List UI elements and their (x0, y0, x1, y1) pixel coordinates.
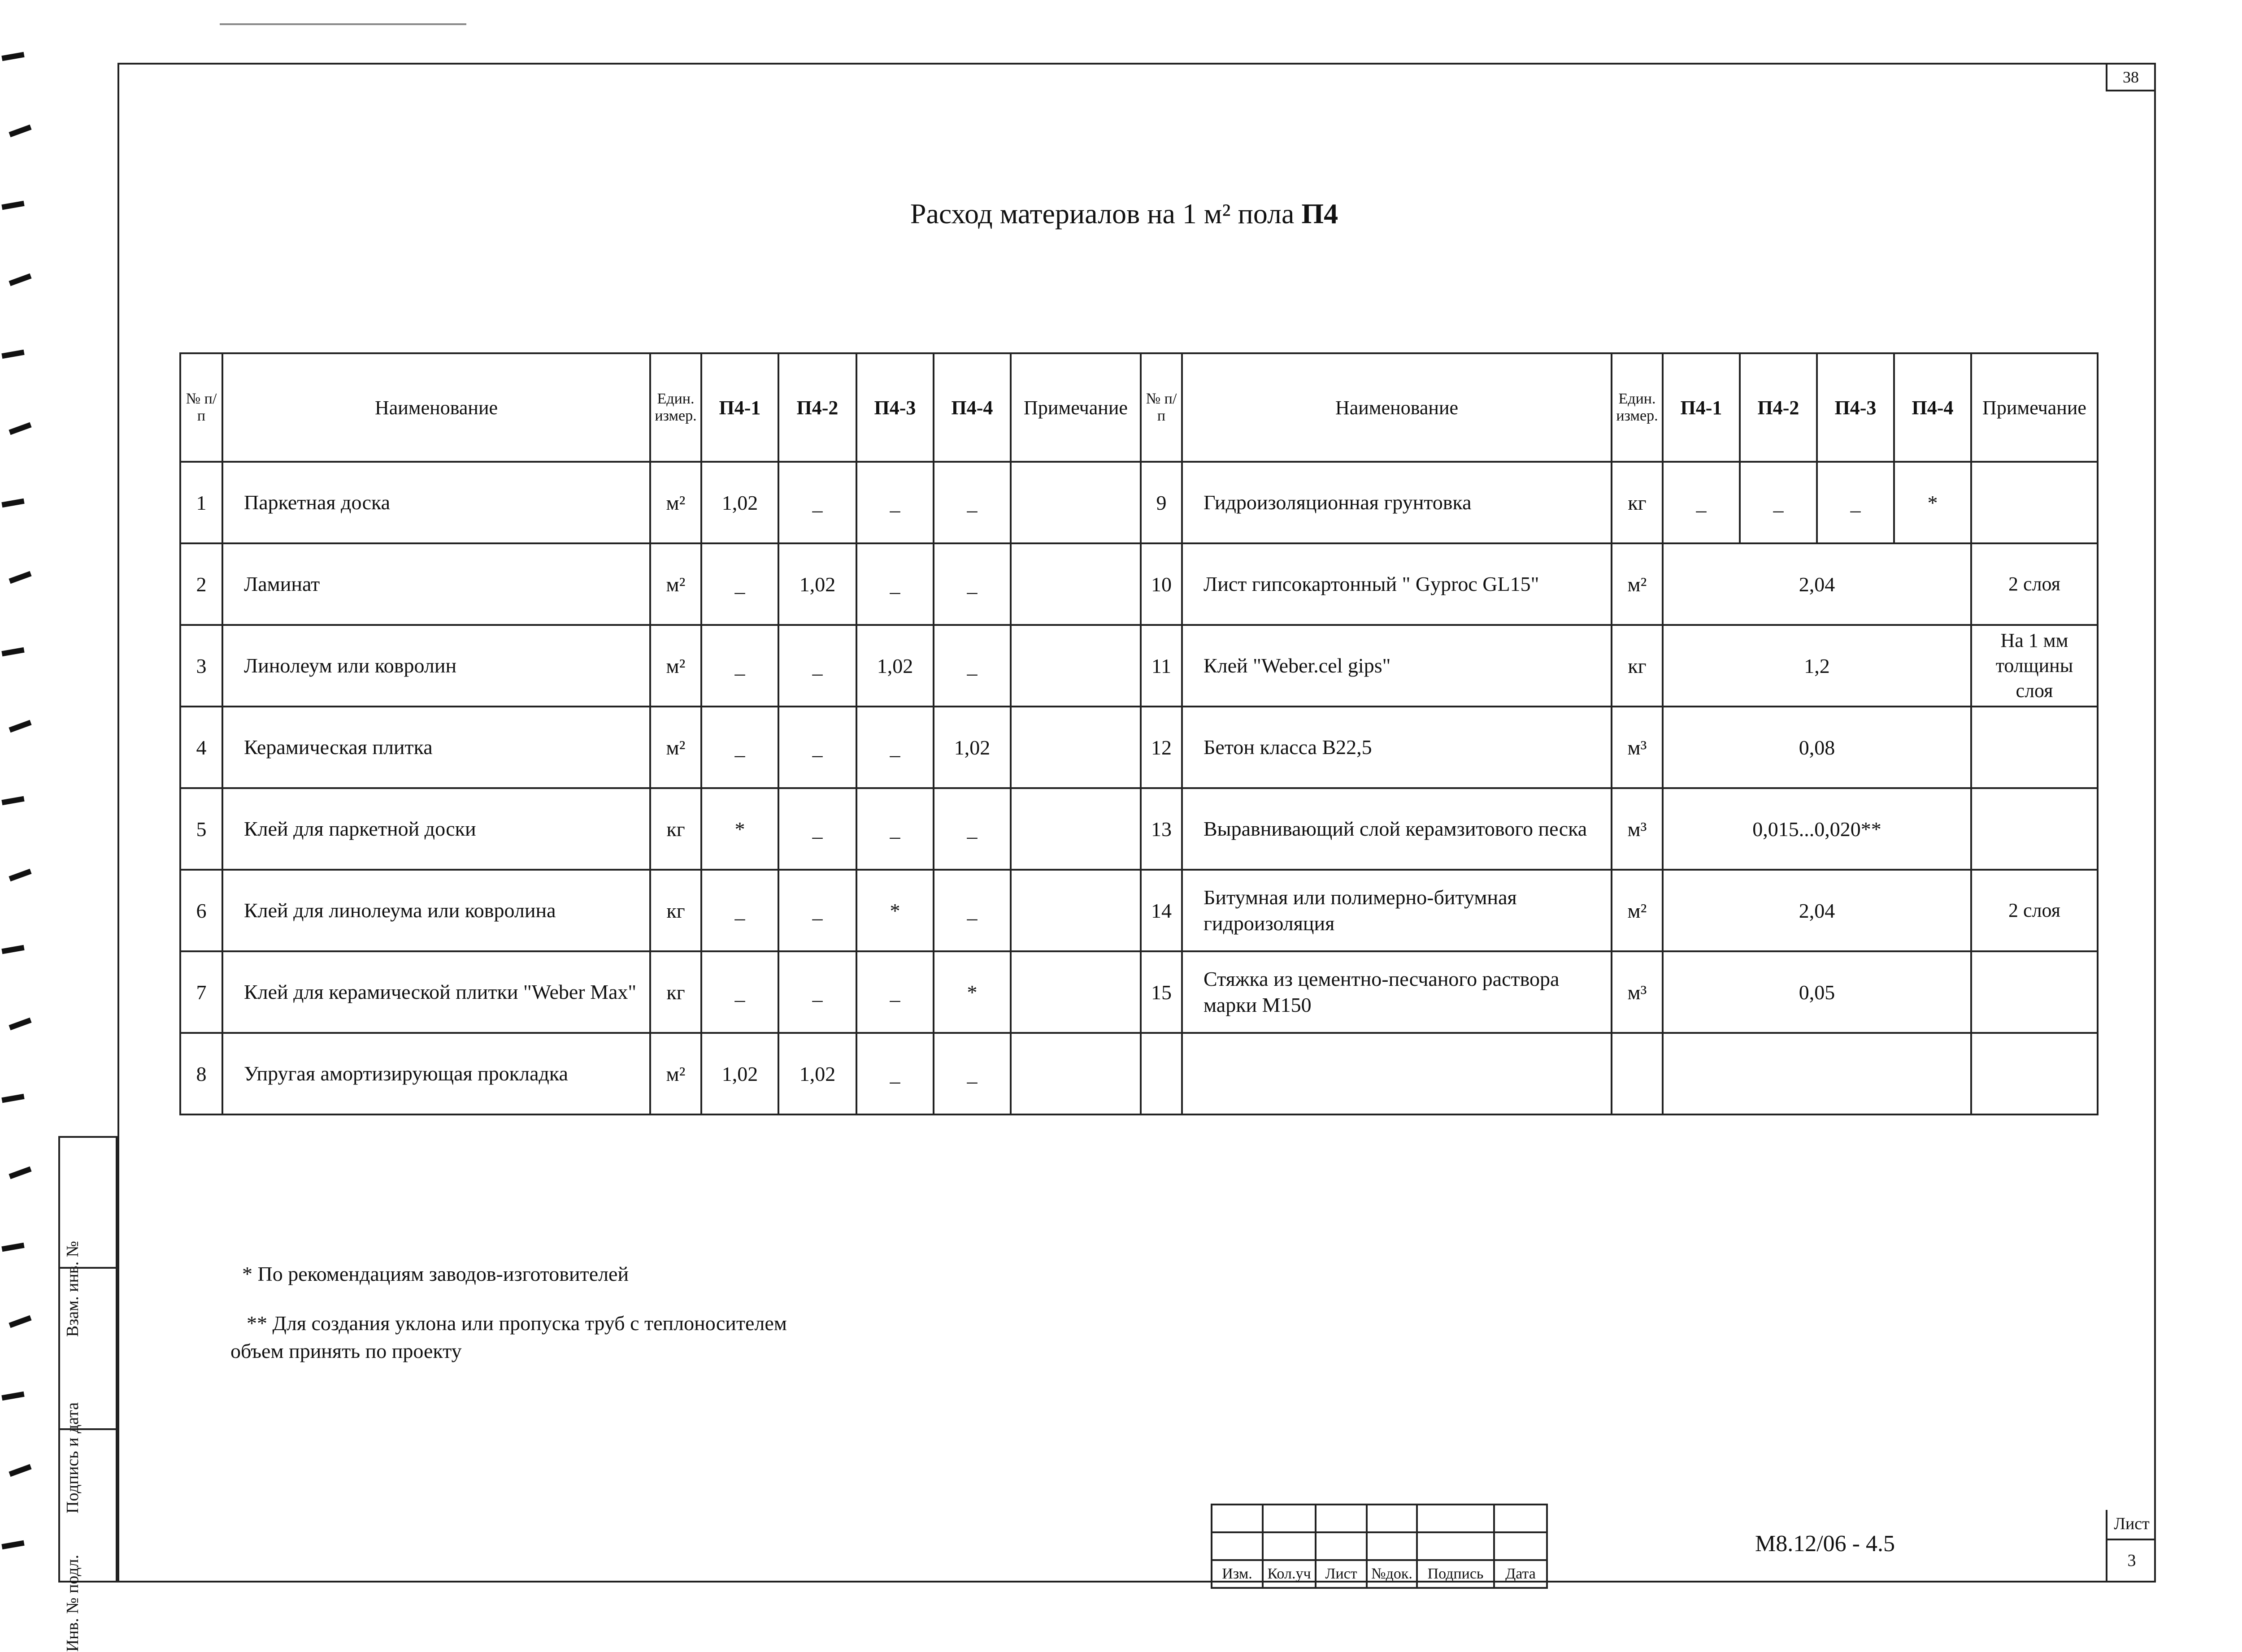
row-unit: м² (650, 1033, 701, 1114)
row-note-right (1971, 951, 2098, 1033)
binding-mark (1, 1243, 24, 1252)
row-unit-right: м³ (1612, 707, 1663, 788)
row-name: Клей для линолеума или ковролина (222, 870, 650, 951)
table-row (180, 625, 2098, 707)
binding-mark (9, 869, 31, 881)
row-p4: _ (934, 543, 1011, 625)
sheet-value: 3 (2127, 1551, 2136, 1570)
tb-ndok: №док. (1367, 1560, 1417, 1588)
row-note-right: 2 слоя (1971, 543, 2098, 625)
sheet-number: 38 (2106, 63, 2156, 91)
row-p3: 1,02 (856, 625, 934, 707)
row-num: 3 (180, 625, 222, 707)
table-row (180, 1033, 2098, 1114)
row-p2: _ (778, 870, 856, 951)
row-note-right (1971, 788, 2098, 870)
row-name: Паркетная доска (222, 462, 650, 543)
row-unit-right: кг (1612, 462, 1663, 543)
row-num-right: 12 (1141, 707, 1182, 788)
stamp-vzam-label: Взам. инв. № (63, 1241, 82, 1337)
row-num: 4 (180, 707, 222, 788)
row-p3-right: _ (1817, 462, 1894, 543)
row-p2: _ (778, 707, 856, 788)
row-p1: 1,02 (701, 1033, 778, 1114)
row-p1: _ (701, 707, 778, 788)
table-row (180, 788, 2098, 870)
row-unit-right (1612, 1033, 1663, 1114)
row-note-right (1971, 1033, 2098, 1114)
footnote-2b: объем принять по проекту (230, 1340, 462, 1362)
tb-izm: Изм. (1212, 1560, 1263, 1588)
row-name: Клей для паркетной доски (222, 788, 650, 870)
row-p3: _ (856, 707, 934, 788)
header-p2-right: П4-2 (1740, 353, 1817, 462)
row-unit: м² (650, 707, 701, 788)
row-unit-right: м² (1612, 543, 1663, 625)
row-p4: _ (934, 625, 1011, 707)
footnote-1: * По рекомендациям заводов-изготовителей (242, 1262, 629, 1285)
binding-mark (9, 571, 31, 584)
row-p4: _ (934, 462, 1011, 543)
row-note-right: На 1 мм толщины слоя (1971, 625, 2098, 707)
row-num-right: 11 (1141, 625, 1182, 707)
header-name-right: Наименование (1182, 353, 1612, 462)
binding-mark (9, 422, 31, 435)
row-p1: _ (701, 951, 778, 1033)
row-name-right (1182, 1033, 1612, 1114)
row-num: 6 (180, 870, 222, 951)
header-name: Наименование (222, 353, 650, 462)
table-header-row (180, 353, 2098, 462)
row-name-right: Лист гипсокартонный " Gyproc GL15" (1182, 543, 1612, 625)
footnote-2a: ** Для создания уклона или пропуска труб с теплоносителем (247, 1312, 787, 1335)
row-note-right: 2 слоя (1971, 870, 2098, 951)
binding-mark (1, 52, 24, 61)
row-p1: _ (701, 870, 778, 951)
row-name: Упругая амортизирующая прокладка (222, 1033, 650, 1114)
header-p4-right: П4-4 (1894, 353, 1971, 462)
header-unit-right: Един. измер. (1612, 353, 1663, 462)
row-p3: * (856, 870, 934, 951)
header-p1: П4-1 (701, 353, 778, 462)
row-p1: _ (701, 625, 778, 707)
stamp-inv-label: Инв. № подл. (63, 1555, 82, 1652)
row-num-right: 10 (1141, 543, 1182, 625)
row-p4: * (934, 951, 1011, 1033)
table-row (180, 462, 2098, 543)
binding-mark (9, 1315, 31, 1328)
row-num-right: 15 (1141, 951, 1182, 1033)
header-p2: П4-2 (778, 353, 856, 462)
binding-mark (1, 1540, 24, 1550)
tb-kol: Кол.уч (1263, 1560, 1316, 1588)
row-value-merged: 2,04 (1663, 870, 1971, 951)
table-row (180, 543, 2098, 625)
header-note: Примечание (1011, 353, 1141, 462)
row-num: 7 (180, 951, 222, 1033)
row-name: Керамическая плитка (222, 707, 650, 788)
title-bold: П4 (1301, 198, 1338, 230)
row-unit-right: м³ (1612, 951, 1663, 1033)
row-p1: _ (701, 543, 778, 625)
row-value-merged: 1,2 (1663, 625, 1971, 707)
row-num-right: 9 (1141, 462, 1182, 543)
row-name-right: Выравнивающий слой керамзитового песка (1182, 788, 1612, 870)
row-num-right: 13 (1141, 788, 1182, 870)
tb-podpis: Подпись (1417, 1560, 1494, 1588)
row-p4: _ (934, 788, 1011, 870)
row-unit: кг (650, 870, 701, 951)
row-note-right (1971, 707, 2098, 788)
row-num-right: 14 (1141, 870, 1182, 951)
binding-mark (1, 647, 24, 657)
row-note (1011, 788, 1141, 870)
title-text: Расход материалов на 1 м² пола (910, 198, 1302, 230)
row-p4-right: * (1894, 462, 1971, 543)
row-note (1011, 1033, 1141, 1114)
document-code: М8.12/06 - 4.5 (1755, 1531, 1895, 1557)
header-unit: Един. измер. (650, 353, 701, 462)
binding-mark (9, 273, 31, 286)
header-num-right: № п/п (1141, 353, 1182, 462)
row-p4: 1,02 (934, 707, 1011, 788)
tb-list: Лист (1316, 1560, 1367, 1588)
binding-mark (1, 350, 24, 359)
row-name-right: Битумная или полимерно-битумная гидроизоляция (1182, 870, 1612, 951)
tb-data: Дата (1494, 1560, 1547, 1588)
header-note-right: Примечание (1971, 353, 2098, 462)
row-unit: кг (650, 788, 701, 870)
header-p3: П4-3 (856, 353, 934, 462)
row-p4: _ (934, 870, 1011, 951)
row-value-merged: 0,08 (1663, 707, 1971, 788)
page-title (0, 197, 2242, 230)
stamp-cell-vzam (58, 1136, 117, 1337)
row-value-merged: 0,015...0,020** (1663, 788, 1971, 870)
row-p2: 1,02 (778, 543, 856, 625)
row-p1: 1,02 (701, 462, 778, 543)
table-row (180, 951, 2098, 1033)
row-p1-right: _ (1663, 462, 1740, 543)
row-note (1011, 543, 1141, 625)
row-num: 2 (180, 543, 222, 625)
row-num: 8 (180, 1033, 222, 1114)
header-p1-right: П4-1 (1663, 353, 1740, 462)
binding-mark (1, 796, 24, 806)
row-note-right (1971, 462, 2098, 543)
row-p4: _ (934, 1033, 1011, 1114)
materials-table (179, 352, 2099, 1115)
row-p3: _ (856, 1033, 934, 1114)
table-row (180, 707, 2098, 788)
stamp-cell-inv (58, 1428, 117, 1652)
row-note (1011, 870, 1141, 951)
header-p4: П4-4 (934, 353, 1011, 462)
header-p3-right: П4-3 (1817, 353, 1894, 462)
binding-mark (9, 1166, 31, 1179)
binding-mark (9, 1018, 31, 1030)
row-unit-right: м³ (1612, 788, 1663, 870)
row-value-merged: 2,04 (1663, 543, 1971, 625)
binding-mark (1, 499, 24, 508)
row-name: Линолеум или ковролин (222, 625, 650, 707)
row-note (1011, 625, 1141, 707)
row-name-right: Клей "Weber.cel gips" (1182, 625, 1612, 707)
row-name-right: Бетон класса B22,5 (1182, 707, 1612, 788)
row-unit: м² (650, 543, 701, 625)
row-p1: * (701, 788, 778, 870)
row-unit: м² (650, 462, 701, 543)
row-note (1011, 951, 1141, 1033)
row-name-right: Стяжка из цементно-песчаного раствора марки М150 (1182, 951, 1612, 1033)
sheet-box (2106, 1510, 2156, 1583)
sheet-label: Лист (2107, 1510, 2156, 1540)
row-unit-right: кг (1612, 625, 1663, 707)
header-num: № п/п (180, 353, 222, 462)
row-p2-right: _ (1740, 462, 1817, 543)
row-unit: кг (650, 951, 701, 1033)
row-p2: _ (778, 788, 856, 870)
binding-mark (9, 1464, 31, 1477)
row-unit-right: м² (1612, 870, 1663, 951)
table-row (180, 870, 2098, 951)
row-note (1011, 707, 1141, 788)
left-stamp (58, 1136, 117, 1652)
row-name: Ламинат (222, 543, 650, 625)
top-rule (220, 23, 466, 25)
row-num: 1 (180, 462, 222, 543)
binding-mark (1, 945, 24, 954)
row-num: 5 (180, 788, 222, 870)
row-name-right: Гидроизоляционная грунтовка (1182, 462, 1612, 543)
title-block-table (1211, 1504, 1548, 1589)
row-p3: _ (856, 462, 934, 543)
row-p3: _ (856, 788, 934, 870)
row-name: Клей для керамической плитки "Weber Max" (222, 951, 650, 1033)
row-p2: _ (778, 462, 856, 543)
row-p3: _ (856, 543, 934, 625)
binding-mark (9, 125, 31, 137)
row-p2: 1,02 (778, 1033, 856, 1114)
row-p2: _ (778, 951, 856, 1033)
stamp-cell-podpis (58, 1267, 117, 1514)
binding-mark (9, 720, 31, 733)
row-p3: _ (856, 951, 934, 1033)
stamp-podpis-label: Подпись и дата (63, 1402, 82, 1514)
row-value-merged: 0,05 (1663, 951, 1971, 1033)
binding-mark (1, 1392, 24, 1401)
row-unit: м² (650, 625, 701, 707)
row-p2: _ (778, 625, 856, 707)
row-note (1011, 462, 1141, 543)
row-value-merged (1663, 1033, 1971, 1114)
binding-mark (1, 1094, 24, 1103)
row-num-right (1141, 1033, 1182, 1114)
